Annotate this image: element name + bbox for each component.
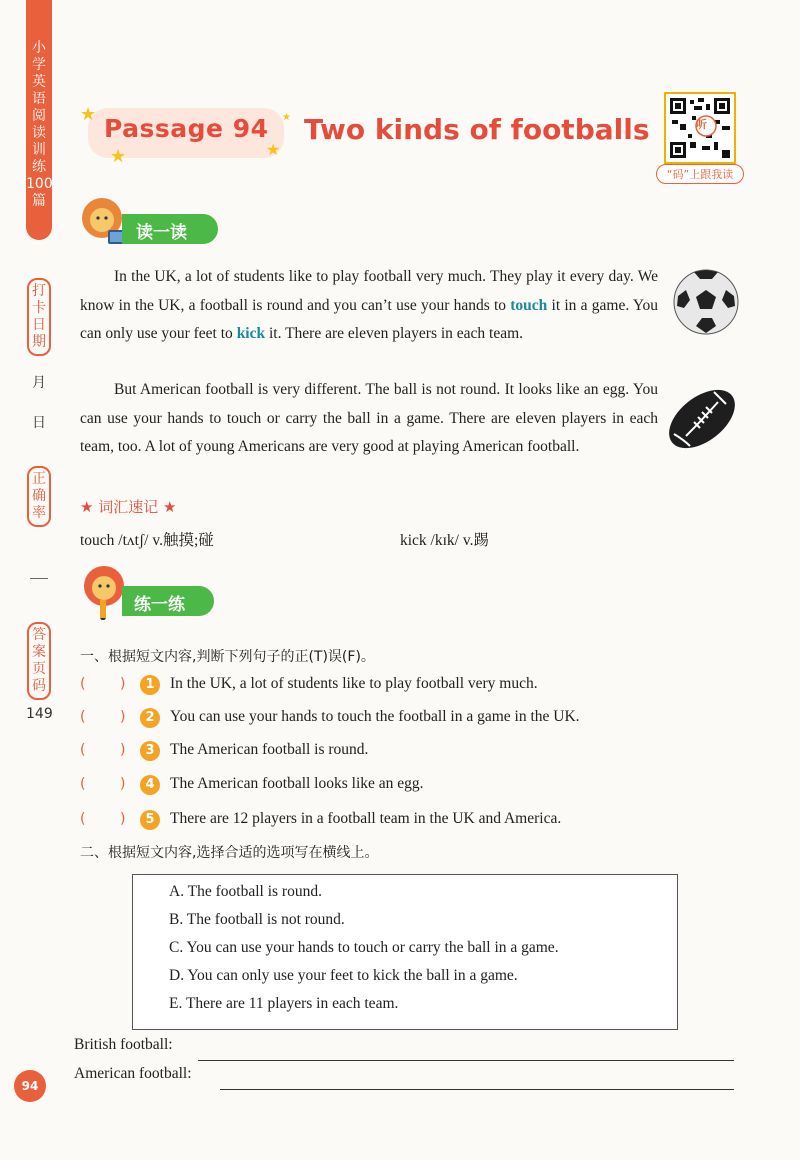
day-label: 日	[32, 415, 46, 431]
section-title-read: 读一读	[136, 223, 187, 243]
checkin-date-label: 打卡日期	[27, 278, 51, 356]
part2-instruction: 二、根据短文内容,选择合适的选项写在横线上。	[80, 845, 379, 861]
answer-paren-left[interactable]: (	[80, 776, 86, 792]
answer-page-number: 149	[26, 706, 53, 722]
answer-paren-left[interactable]: (	[80, 742, 86, 758]
star-icon: ★	[110, 146, 127, 167]
american-football-answer-line[interactable]	[220, 1089, 734, 1090]
answer-paren-right[interactable]: )	[120, 776, 126, 792]
vocab-kick: kick /kɪk/ v.踢	[400, 532, 489, 549]
lion-pencil-icon	[80, 564, 128, 620]
question-number: 4	[140, 775, 160, 795]
page-title: Two kinds of footballs	[304, 113, 650, 146]
qr-caption: “码”上跟我读	[656, 164, 744, 184]
question-text: The American football looks like an egg.	[170, 775, 424, 792]
answer-paren-right[interactable]: )	[120, 811, 126, 827]
vocab-heading: ★ 词汇速记 ★	[80, 498, 177, 516]
question-number: 5	[140, 810, 160, 830]
answer-paren-right[interactable]: )	[120, 742, 126, 758]
american-football-icon	[664, 384, 740, 454]
passage-number: Passage 94	[104, 114, 269, 143]
question-text: There are 12 players in a football team in the UK and America.	[170, 810, 562, 827]
star-icon: ★	[282, 112, 291, 123]
answer-paren-left[interactable]: (	[80, 709, 86, 725]
question-text: In the UK, a lot of students like to play football very much.	[170, 675, 538, 692]
option-e: E. There are 11 players in each team.	[169, 995, 399, 1012]
qr-code[interactable]	[664, 92, 736, 164]
section-title-practice: 练一练	[134, 595, 185, 615]
answer-paren-right[interactable]: )	[120, 709, 126, 725]
vocab-touch: touch /tʌtʃ/ v.触摸;碰	[80, 532, 214, 549]
answer-page-label: 答案页码	[27, 622, 51, 700]
option-b: B. The football is not round.	[169, 911, 345, 928]
month-label: 月	[32, 375, 46, 391]
option-a: A. The football is round.	[169, 883, 322, 900]
accuracy-label: 正确率	[27, 466, 51, 527]
listen-badge: 听	[696, 118, 707, 131]
answer-paren-right[interactable]: )	[120, 676, 126, 692]
soccer-ball-icon	[672, 268, 740, 336]
question-text: You can use your hands to touch the football in a game in the UK.	[170, 708, 580, 725]
options-box	[132, 874, 678, 1030]
question-text: The American football is round.	[170, 741, 369, 758]
answer-paren-left[interactable]: (	[80, 676, 86, 692]
british-football-label: British football:	[74, 1036, 173, 1053]
question-number: 1	[140, 675, 160, 695]
american-football-label: American football:	[74, 1065, 192, 1082]
option-d: D. You can only use your feet to kick the ball in a game.	[169, 967, 518, 984]
option-c: C. You can use your hands to touch or carry the ball in a game.	[169, 939, 559, 956]
page-number: 94	[14, 1070, 46, 1102]
keyword-touch: touch	[510, 296, 548, 314]
sidebar-series-title: 小学英语阅读训练100篇	[26, 40, 53, 209]
question-number: 2	[140, 708, 160, 728]
passage-paragraph-1: In the UK, a lot of students like to play football very much. They play it every day. We know in the UK, a football is round and you can’t use your hands to touch it in a game. You can only use your feet to kick it. There are eleven players in each team.	[80, 268, 658, 342]
star-icon: ★	[266, 140, 281, 159]
answer-paren-left[interactable]: (	[80, 811, 86, 827]
part1-instruction: 一、根据短文内容,判断下列句子的正(T)误(F)。	[80, 649, 375, 665]
passage-paragraph-2: But American football is very different. The ball is not round. It looks like an egg. You can use your hands to touch or carry the ball in a game. There are eleven players in each team, too. A lot of young Americans are very good at playing American football.	[80, 381, 658, 455]
accuracy-blank-line	[30, 578, 48, 579]
question-number: 3	[140, 741, 160, 761]
british-football-answer-line[interactable]	[198, 1060, 734, 1061]
keyword-kick: kick	[236, 325, 266, 342]
star-icon: ★	[80, 104, 97, 125]
